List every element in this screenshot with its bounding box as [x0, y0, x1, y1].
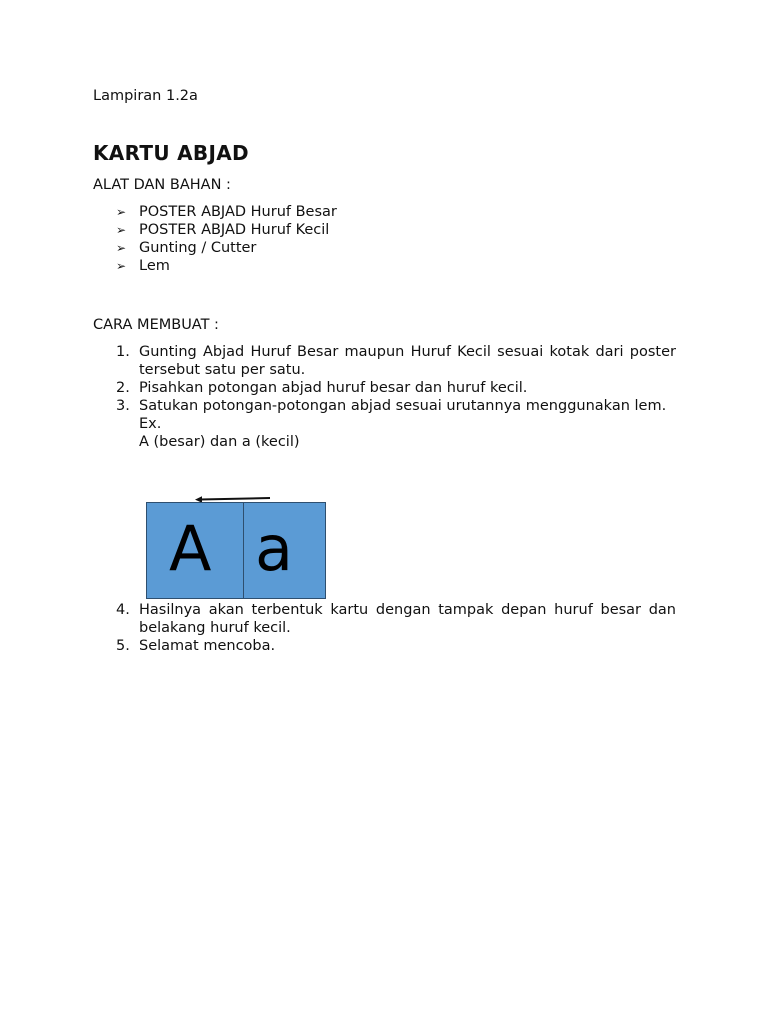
steps-list [116, 343, 676, 451]
step-text: Satukan potongan-potongan abjad sesuai urutannya menggunakan lem. [139, 398, 667, 414]
list-item [116, 203, 337, 221]
materials-list [116, 203, 337, 275]
steps-heading: CARA MEMBUAT : [93, 317, 219, 333]
step-item [116, 397, 676, 451]
material-text: Gunting / Cutter [139, 240, 257, 256]
arrow-bullet-icon: ➢ [116, 241, 127, 255]
steps-list-continued [116, 601, 676, 655]
material-text: POSTER ABJAD Huruf Besar [139, 204, 337, 220]
list-item [116, 239, 337, 257]
step-number: 3. [116, 398, 130, 414]
step-number: 2. [116, 380, 130, 396]
step-item [116, 601, 676, 637]
arrow-bullet-icon: ➢ [116, 223, 127, 237]
step-text: Gunting Abjad Huruf Besar maupun Huruf Kecil sesuai kotak dari poster tersebut satu per satu. [139, 344, 676, 378]
appendix-label: Lampiran 1.2a [93, 88, 198, 104]
arrow-bullet-icon: ➢ [116, 205, 127, 219]
card-lowercase-letter: a [255, 512, 293, 585]
step-number: 1. [116, 344, 130, 360]
step-text: Pisahkan potongan abjad huruf besar dan huruf kecil. [139, 380, 528, 396]
document-title: KARTU ABJAD [93, 141, 249, 165]
list-item [116, 257, 337, 275]
example-text: A (besar) dan a (kecil) [139, 434, 300, 450]
step-item [116, 379, 676, 397]
material-text: Lem [139, 258, 170, 274]
card-divider [243, 503, 244, 598]
arrow-bullet-icon: ➢ [116, 259, 127, 273]
card-uppercase-letter: A [169, 512, 212, 585]
step-text: Hasilnya akan terbentuk kartu dengan tampak depan huruf besar dan belakang huruf kecil. [139, 602, 676, 636]
example-label: Ex. [139, 416, 162, 432]
letter-card [146, 502, 326, 599]
step-item [116, 343, 676, 379]
step-text: Selamat mencoba. [139, 638, 276, 654]
material-text: POSTER ABJAD Huruf Kecil [139, 222, 330, 238]
step-number: 4. [116, 602, 130, 618]
materials-heading: ALAT DAN BAHAN : [93, 177, 231, 193]
step-number: 5. [116, 638, 130, 654]
list-item [116, 221, 337, 239]
step-item [116, 637, 676, 655]
